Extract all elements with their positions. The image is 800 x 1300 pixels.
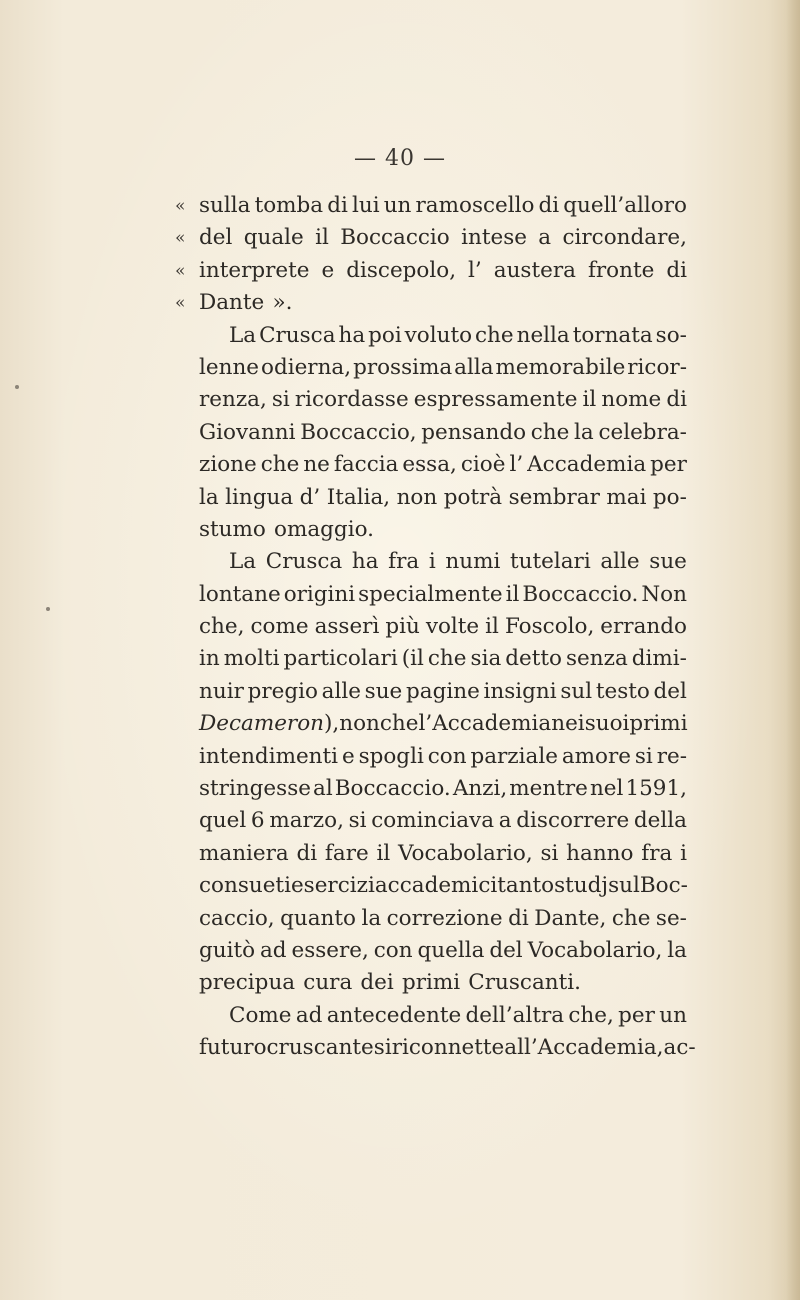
word: stumo [199,516,266,542]
word: con [373,937,413,963]
word: il [376,840,391,866]
word: lui [351,193,380,218]
word: che, [199,614,245,640]
text-line [199,935,687,967]
word: voluto [404,322,473,348]
word: La [229,322,257,348]
word: pensando [421,419,527,445]
quote-mark: « [175,196,186,216]
word: esercizi [290,873,375,899]
word: errando [600,614,687,640]
word: parziale [470,743,558,769]
word: nei [551,711,585,737]
word: futuro [199,1035,267,1061]
word: asserì [314,614,380,640]
quote-mark: « [175,293,186,314]
word: come [250,614,309,640]
word: hanno [566,840,634,866]
text-line [199,352,687,384]
margin-speck [15,385,19,389]
word: intese [461,225,527,251]
italic-title: Decameron [199,711,325,737]
word: ne [303,452,330,478]
word: guitò [199,937,256,963]
word: quell’alloro [563,193,687,218]
word: sue [649,549,687,575]
text-line [199,967,687,999]
word: origini [283,581,356,607]
word: essa, [402,452,457,478]
text-line [199,449,687,481]
word: faccia [333,452,399,478]
word: tornata [572,322,653,348]
word: poi [368,322,402,348]
text-line [175,190,687,222]
word: il [582,387,597,413]
text-line [199,773,687,805]
word: Non [641,581,687,607]
text-line [175,287,687,319]
comma: , [332,711,340,737]
word: prossima [353,354,453,380]
word: che, [568,1002,614,1028]
word: un [383,193,412,218]
word: il [485,614,499,640]
word: Vocabolario, [527,937,663,963]
word: si [540,840,559,866]
word: Accademia [527,452,647,478]
word: ricor- [627,354,687,380]
word: studj [554,873,609,899]
word: che [427,646,467,672]
word: caccio, [199,905,275,931]
text-line [199,741,687,773]
word: fra [641,840,673,866]
word: sembrar [508,484,600,510]
text-line [199,1032,696,1064]
word: primi [401,970,461,996]
word: Crusca [265,549,343,575]
word: di [508,905,529,931]
word: zione [199,452,257,478]
word: dei [360,970,394,996]
word: so- [655,322,687,348]
word: a [498,808,512,834]
word: essere, [291,937,369,963]
word: si [271,387,290,413]
text-line [199,643,687,675]
word: volte [425,614,480,640]
word: tomba [254,193,324,218]
word: re- [656,743,687,769]
word: testo [595,678,650,704]
word: che [530,419,570,445]
word: ac- [663,1035,696,1061]
word: numi [445,549,501,575]
word: fare [324,840,369,866]
word: di [296,840,318,866]
word: stringesse [199,776,311,802]
word: ha [351,549,379,575]
word: lingua [225,484,294,510]
word: la [667,937,687,963]
word: tanto [497,873,555,899]
text-line [175,255,687,287]
word: amore [561,743,631,769]
word: senza [566,646,628,672]
word: interprete [199,257,310,283]
word: La [229,549,257,575]
word: alle [600,549,640,575]
word: (il [401,646,424,672]
word: nuir [199,678,244,704]
word: pagine [406,678,480,704]
word: d’ [299,484,321,510]
word: precipua [199,970,296,996]
text-line [199,579,687,611]
body-text [175,190,696,1065]
word: potrà [443,484,503,510]
word: che [475,322,514,348]
word: odierna, [261,354,352,380]
text-line [199,514,687,546]
word: circondare, [562,225,687,251]
word: fra [388,549,420,575]
word: spogli [358,743,424,769]
word: a [538,225,552,251]
text-line [199,482,687,514]
word: sue [364,678,403,704]
word: si [348,808,367,834]
word: per [618,1002,655,1028]
word: 6 [250,808,265,834]
text-line [199,708,687,740]
text-line [199,805,687,837]
word: ricordasse [294,387,409,413]
text-line [199,417,687,449]
text-line [199,838,687,870]
word: del [199,225,233,251]
word: al [313,776,333,802]
page-edge-shadow [786,0,800,1300]
word: quella [417,937,485,963]
word: ramoscello [415,193,535,218]
word: se- [655,905,687,931]
word: 1591, [625,776,687,802]
word: mentre [509,776,588,802]
word: ha [338,322,366,348]
word: discorrere [516,808,630,834]
word: Crusca [259,322,336,348]
word: suoi [584,711,630,737]
text-line [199,903,687,935]
word: che [379,711,419,737]
word: con [427,743,467,769]
word: discepolo, [346,257,457,283]
word: per [650,452,687,478]
word: la [361,905,382,931]
word: celebra- [598,419,687,445]
word: Foscolo, [504,614,595,640]
word: sul [608,873,640,899]
margin-speck [46,607,50,611]
word: austera [493,257,576,283]
word: la [574,419,594,445]
word: Dante [199,290,265,316]
word [199,708,339,740]
word: insigni [483,678,557,704]
word: lontane [199,581,281,607]
word: della [633,808,687,834]
word: sulla [199,193,251,218]
word: quanto [280,905,356,931]
word: Boccaccio, [300,419,417,445]
word: di [666,257,687,283]
word: ad [259,937,287,963]
word: quel [199,808,247,834]
word: Boccaccio. [522,581,639,607]
word: ad [295,1002,323,1028]
word: si [373,1035,392,1061]
word: e [321,257,335,283]
word: l’ [468,257,482,283]
word: po- [652,484,687,510]
closing-paren: ) [324,711,333,737]
word: particolari [283,646,398,672]
word: Boccaccio [340,225,450,251]
word: Dante, [534,905,607,931]
text-line [199,870,687,902]
quote-mark: « [175,228,186,249]
word: nel [589,776,624,802]
word: lenne [199,354,260,380]
word: renza, [199,387,267,413]
word: mai [606,484,647,510]
word: antecedente [326,1002,462,1028]
word: riconnette [391,1035,505,1061]
word: l’ [509,452,524,478]
word: intendimenti [199,743,339,769]
word: si [634,743,653,769]
word: cura [303,970,353,996]
word: sia [470,646,502,672]
word: dell’altra [465,1002,565,1028]
word: detto [505,646,562,672]
word: del [489,937,523,963]
word: i [428,549,436,575]
word: cominciava [371,808,495,834]
word: la [199,484,219,510]
word: sul [560,678,593,704]
word: pregio [247,678,318,704]
word: Boc- [639,873,688,899]
word: maniera [199,840,289,866]
word: e [341,743,355,769]
word: specialmente [358,581,503,607]
word: correzione [386,905,503,931]
word: Cruscanti. [468,970,581,996]
word: Giovanni [199,419,296,445]
word: omaggio. [274,516,374,542]
word: un [659,1002,687,1028]
word: molti [223,646,280,672]
word: cioè [460,452,506,478]
word: consueti [199,873,291,899]
word: che [260,452,300,478]
word: Anzi, [452,776,508,802]
text-line [199,384,687,416]
page-number: — 40 — [354,146,446,171]
quote-mark: « [175,260,186,281]
word: i [680,840,687,866]
word: alle [321,678,361,704]
word: di [666,387,687,413]
word: all’Accademia, [504,1035,664,1061]
word: quale [243,225,304,251]
word: Italia, [326,484,391,510]
word: primi [629,711,688,737]
word: di [538,193,560,218]
word: marzo, [269,808,344,834]
word: Come [229,1002,292,1028]
word: non [396,484,438,510]
word: accademici [374,873,498,899]
word: memorabile [495,354,626,380]
word: fronte [587,257,655,283]
word: che [611,905,651,931]
word: Vocabolario, [398,840,533,866]
word: non [339,711,380,737]
word: nome [601,387,662,413]
word: tutelari [510,549,591,575]
word: espressamente [413,387,578,413]
text-line [199,320,687,352]
word: cruscante [266,1035,374,1061]
word: l’Accademia [418,711,552,737]
word: di [327,193,348,218]
word: in [199,646,220,672]
word: Boccaccio. [334,776,451,802]
text-line [199,611,687,643]
word: ». [272,290,293,316]
text-line [199,1000,687,1032]
word: nella [516,322,570,348]
text-line [199,546,687,578]
text-line [199,676,687,708]
word: il [315,225,329,251]
word: del [653,678,687,704]
word: più [385,614,420,640]
word: il [505,581,520,607]
word: alla [454,354,494,380]
text-line [175,222,687,254]
word: dimi- [631,646,687,672]
